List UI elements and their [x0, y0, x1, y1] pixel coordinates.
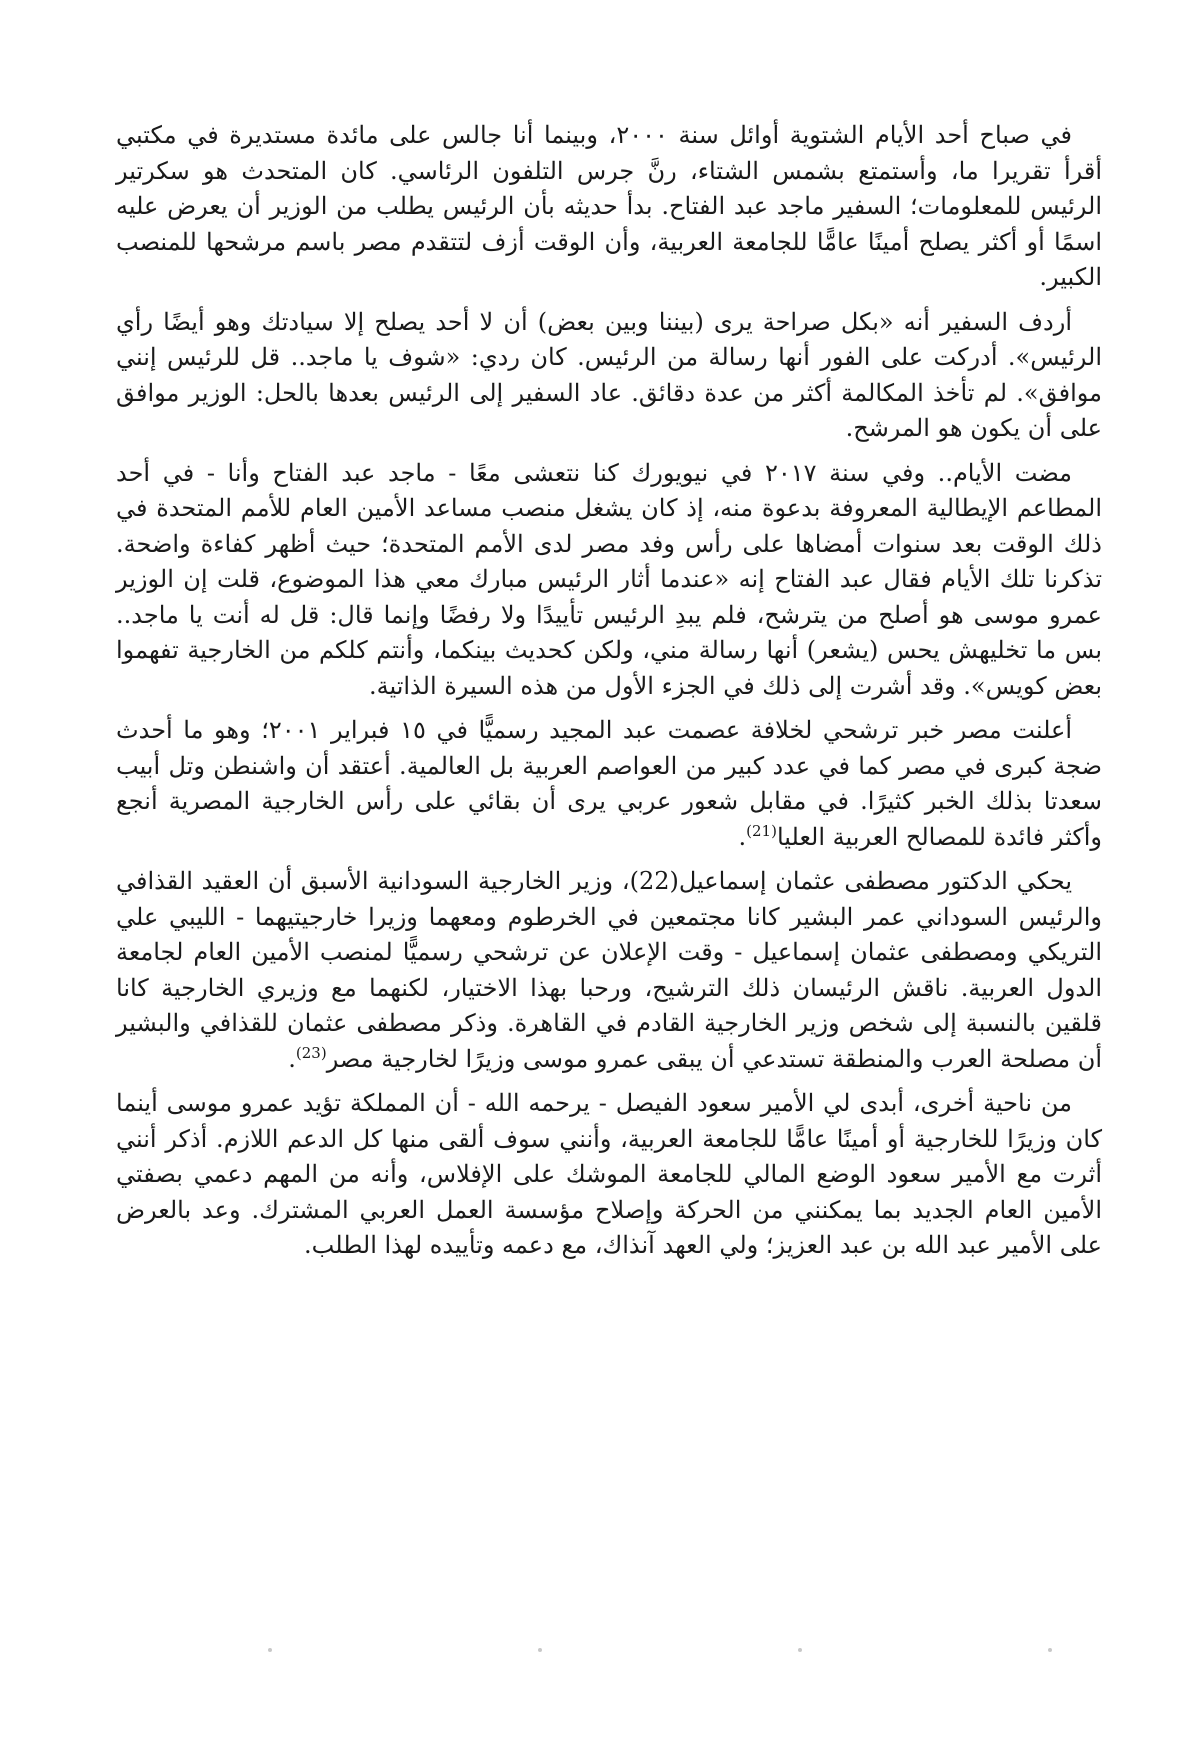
footnote-reference: (23): [295, 1043, 327, 1062]
paragraph-text: مضت الأيام.. وفي سنة ٢٠١٧ في نيويورك كنا نتعشى معًا - ماجد عبد الفتاح وأنا - في أحد المطاعم الإيطالية المعروفة بدعوة منه، إذ كان يشغل منصب مساعد الأمين العام للأمم المتحدة في ذلك الوقت بعد سنوات أمضاها على رأس وفد مصر لدى الأمم المتحدة؛ حيث أظهر كفاءة واضحة. تذكرنا تلك الأيام فقال عبد الفتاح إنه «عندما أثار الرئيس مبارك معي هذا الموضوع، قلت إن الوزير عمرو موسى هو أصلح من يترشح، فلم يبدِ الرئيس تأييدًا ولا رفضًا وإنما قال: قل له أنت يا ماجد.. بس ما تخليهش يحس (يشعر) أنها رسالة مني، ولكن كحديث بينكما، وأنتم كلكم من الخارجية تفهموا بعض كويس». وقد أشرت إلى ذلك في الجزء الأول من هذه السيرة الذاتية.: [116, 458, 1103, 700]
paragraph-text: من ناحية أخرى، أبدى لي الأمير سعود الفيصل - يرحمه الله - أن المملكة تؤيد عمرو موسى أينما كان وزيرًا للخارجية أو أمينًا عامًّا للجامعة العربية، وأنني سوف ألقى منها كل الدعم اللازم. أذكر أنني أثرت مع الأمير سعود الوضع المالي للجامعة الموشك على الإفلاس، وأنه من المهم دعمي بصفتي الأمين العام الجديد بما يمكنني من الحركة وإصلاح مؤسسة العمل العربي المشترك. وعد بالعرض على الأمير عبد الله بن عبد العزيز؛ ولي العهد آنذاك، مع دعمه وتأييده لهذا الطلب.: [116, 1089, 1102, 1259]
paragraph-text: أردف السفير أنه «بكل صراحة يرى (بيننا وبين بعض) أن لا أحد يصلح إلا سيادتك وهو أيضًا رأي الرئيس». أدركت على الفور أنها رسالة من الرئيس. كان ردي: «شوف يا ماجد.. قل للرئيس إنني موافق». لم تأخذ المكالمة أكثر من عدة دقائق. عاد السفير إلى الرئيس بعدها بالحل: الوزير موافق على أن يكون هو المرشح.: [116, 307, 1102, 442]
paragraph-text: في صباح أحد الأيام الشتوية أوائل سنة ٢٠٠٠، وبينما أنا جالس على مائدة مستديرة في مكتبي أقرأ تقريرا ما، وأستمتع بشمس الشتاء، رنَّ جرس التلفون الرئاسي. كان المتحدث هو سكرتير الرئيس للمعلومات؛ السفير ماجد عبد الفتاح. بدأ حديثه بأن الرئيس يطلب من الوزير أن يعرض عليه اسمًا أو أكثر يصلح أمينًا عامًّا للجامعة العربية، وأن الوقت أزف لتتقدم مصر باسم مرشحها للمنصب الكبير.: [116, 121, 1102, 291]
paragraph: أعلنت مصر خبر ترشحي لخلافة عصمت عبد المجيد رسميًّا في ١٥ فبراير ٢٠٠١؛ وهو ما أحدث ضجة كبرى في مصر كما في عدد كبير من العواصم العربية بل العالمية. أعتقد أن واشنطن وتل أبيب سعدتا بذلك الخبر كثيرًا. في مقابل شعور عربي يرى أن بقائي على رأس الخارجية المصرية أنجع وأكثر فائدة للمصالح العربية العليا$^{(21)}$.: [116, 716, 1102, 851]
paragraph: [116, 305, 1102, 447]
footnote-reference: (21): [746, 821, 777, 840]
ink-speck: [538, 1648, 542, 1652]
paragraph: [116, 1086, 1102, 1264]
paragraph: [116, 456, 1102, 705]
ink-speck: [1048, 1648, 1052, 1652]
ink-speck: [268, 1648, 272, 1652]
paragraph: يحكي الدكتور مصطفى عثمان إسماعيل(22)، وزير الخارجية السودانية الأسبق أن العقيد القذافي والرئيس السوداني عمر البشير كانا مجتمعين في الخرطوم ومعهما وزيرا خارجيتيهما - الليبي علي التريكي ومصطفى عثمان إسماعيل - وقت الإعلان عن ترشحي رسميًّا لمنصب الأمين العام لجامعة الدول العربية. ناقش الرئيسان ذلك الترشيح، ورحبا بهذا الاختيار، لكنهما مع وزيري الخارجية كانا قلقين بالنسبة إلى شخص وزير الخارجية القادم في القاهرة. وذكر مصطفى عثمان للقذافي والبشير أن مصلحة العرب والمنطقة تستدعي أن يبقى عمرو موسى وزيرًا لخارجية مصر$^{(23)}$.: [116, 867, 1102, 1073]
ink-speck: [798, 1648, 802, 1652]
paragraph: [116, 118, 1102, 296]
body-text: [116, 118, 1102, 1273]
paragraph-text: يحكي الدكتور مصطفى عثمان إسماعيل(22)، وزير الخارجية السودانية الأسبق أن العقيد القذافي والرئيس السوداني عمر البشير كانا مجتمعين في الخرطوم ومعهما وزيرا خارجيتيهما - الليبي علي التريكي ومصطفى عثمان إسماعيل - وقت الإعلان عن ترشحي رسميًّا لمنصب الأمين العام لجامعة الدول العربية. ناقش الرئيسان ذلك الترشيح، ورحبا بهذا الاختيار، لكنهما مع وزيري الخارجية كانا قلقين بالنسبة إلى شخص وزير الخارجية القادم في القاهرة. وذكر مصطفى عثمان للقذافي والبشير أن مصلحة العرب والمنطقة تستدعي أن يبقى عمرو موسى وزيرًا لخارجية مصر: [116, 867, 1102, 1073]
show-through-marks: [116, 1648, 1102, 1660]
paragraph-text: أعلنت مصر خبر ترشحي لخلافة عصمت عبد المجيد رسميًّا في ١٥ فبراير ٢٠٠١؛ وهو ما أحدث ضجة كبرى في مصر كما في عدد كبير من العواصم العربية بل العالمية. أعتقد أن واشنطن وتل أبيب سعدتا بذلك الخبر كثيرًا. في مقابل شعور عربي يرى أن بقائي على رأس الخارجية المصرية أنجع وأكثر فائدة للمصالح العربية العليا: [116, 716, 1102, 851]
